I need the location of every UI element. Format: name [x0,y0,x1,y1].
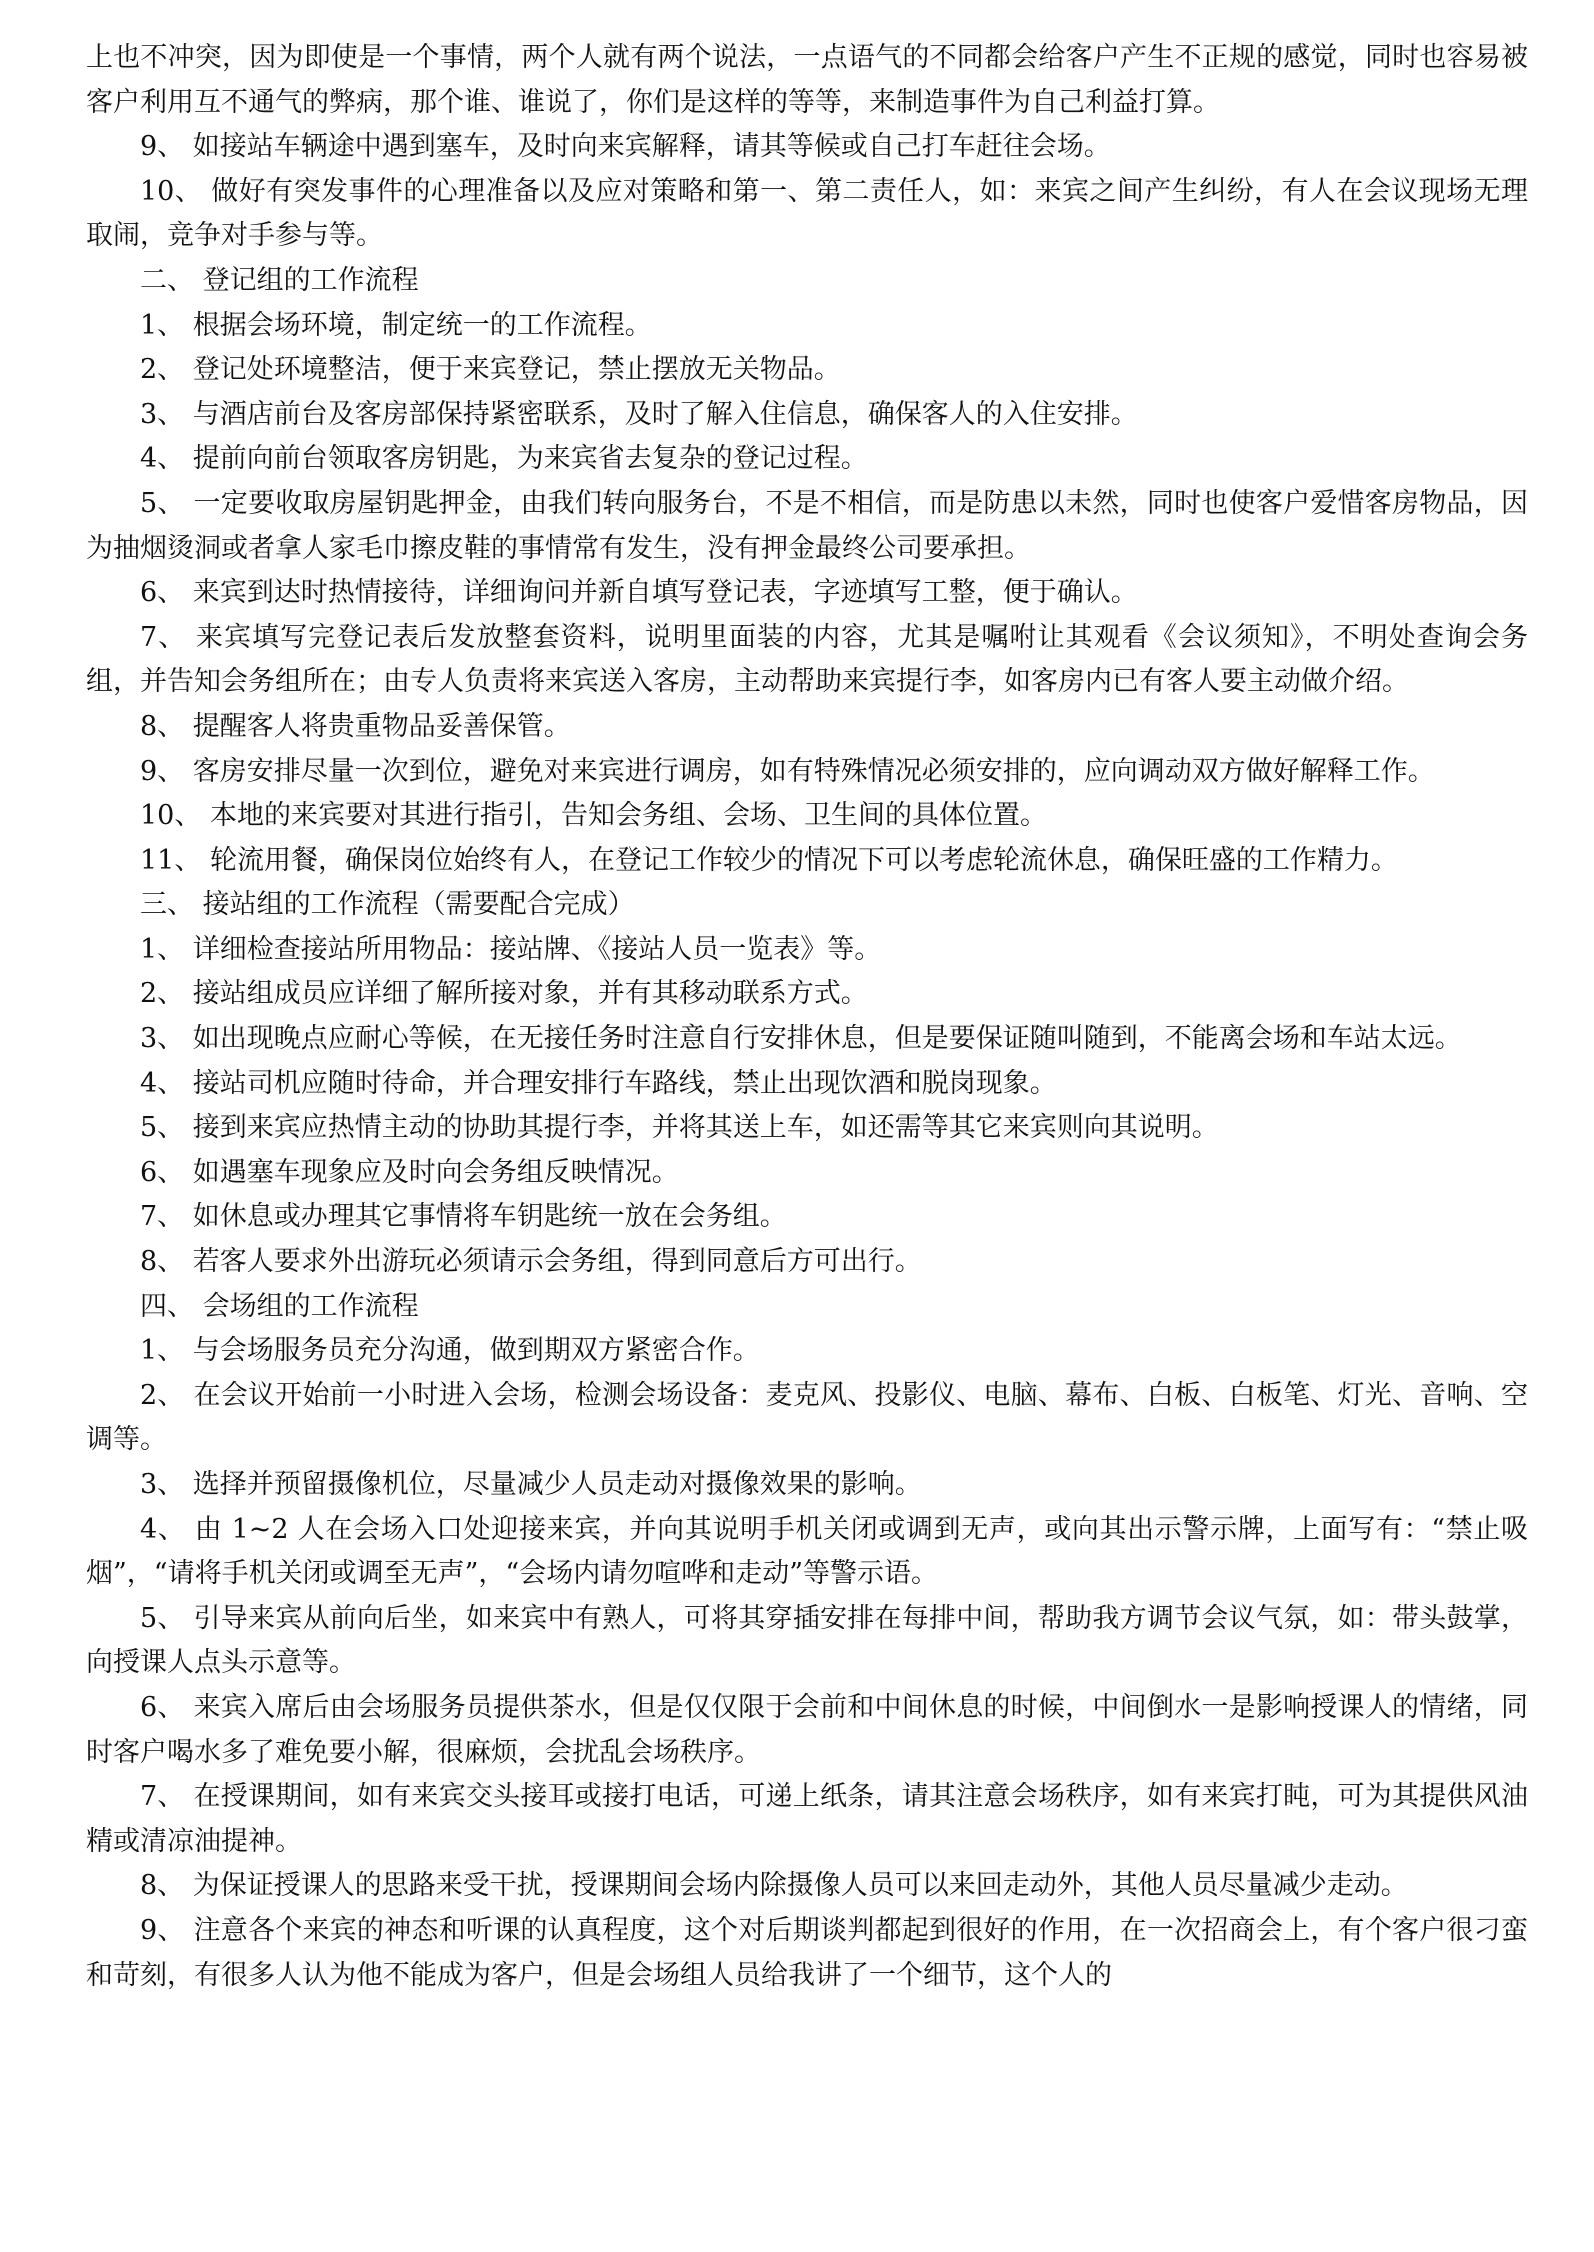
section-heading-registration: 二、 登记组的工作流程 [140,264,419,296]
item-registration-9: 9、 客房安排尽量一次到位，避免对来宾进行调房，如有特殊情况必须安排的，应向调动双方做好解释工作。 [140,755,1435,787]
item-venue-9: 9、 注意各个来宾的神态和听课的认真程度，这个对后期谈判都起到很好的作用，在一次招商会上，有个客户很刁蛮和苛刻，有很多人认为他不能成为客户，但是会场组人员给我讲了一个细节，这个人的 [86,1914,1528,1991]
item-registration-6: 6、 来宾到达时热情接待，详细询问并新自填写登记表，字迹填写工整，便于确认。 [140,577,1138,609]
item-registration-8: 8、 提醒客人将贵重物品妥善保管。 [140,710,571,742]
item-pickup-5: 5、 接到来宾应热情主动的协助其提行李，并将其送上车，如还需等其它来宾则向其说明。 [140,1112,1219,1144]
item-venue-5: 5、 引导来宾从前向后坐，如来宾中有熟人，可将其穿插安排在每排中间，帮助我方调节会议气氛，如：带头鼓掌，向授课人点头示意等。 [86,1602,1528,1679]
item-pickup-8: 8、 若客人要求外出游玩必须请示会务组，得到同意后方可出行。 [140,1246,922,1278]
item-venue-7: 7、 在授课期间，如有来宾交头接耳或接打电话，可递上纸条，请其注意会场秩序，如有来宾打盹，可为其提供风油精或清凉油提神。 [86,1781,1528,1857]
document-page [86,36,1528,1998]
item-registration-7: 7、 来宾填写完登记表后发放整套资料，说明里面装的内容，尤其是嘱咐让其观看《会议须知》，不明处查询会务组，并告知会务组所在；由专人负责将来宾送入客房，主动帮助来宾提行李，如客房内已有客人要主动做介绍。 [86,621,1528,698]
item-venue-1: 1、 与会场服务员充分沟通，做到期双方紧密合作。 [140,1335,760,1367]
item-registration-11: 11、 轮流用餐，确保岗位始终有人，在登记工作较少的情况下可以考虑轮流休息，确保旺盛的工作精力。 [140,844,1398,876]
item-venue-2: 2、 在会议开始前一小时进入会场，检测会场设备：麦克风、投影仪、电脑、幕布、白板、白板笔、灯光、音响、空调等。 [86,1379,1528,1456]
item-pickup-1: 1、 详细检查接站所用物品：接站牌、《接站人员一览表》等。 [140,933,882,965]
item-registration-2: 2、 登记处环境整洁，便于来宾登记，禁止摆放无关物品。 [140,354,841,386]
item-venue-8: 8、 为保证授课人的思路来受干扰，授课期间会场内除摄像人员可以来回走动外，其他人员尽量减少走动。 [140,1870,1408,1902]
item-pickup-2: 2、 接站组成员应详细了解所接对象，并有其移动联系方式。 [140,978,868,1010]
item-registration-3: 3、 与酒店前台及客房部保持紧密联系，及时了解入住信息，确保客人的入住安排。 [140,398,1138,430]
paragraph-continued: 上也不冲突，因为即使是一个事情，两个人就有两个说法，一点语气的不同都会给客户产生不正规的感觉，同时也容易被客户利用互不通气的弊病，那个谁、谁说了，你们是这样的等等，来制造事件为自己利益打算。 [86,42,1528,118]
item-venue-3: 3、 选择并预留摄像机位，尽量减少人员走动对摄像效果的影响。 [140,1469,922,1500]
item-pickup-3: 3、 如出现晚点应耐心等候，在无接任务时注意自行安排休息，但是要保证随叫随到，不能离会场和车站太远。 [140,1023,1462,1055]
item-pickup-4: 4、 接站司机应随时待命，并合理安排行车路线，禁止出现饮酒和脱岗现象。 [140,1067,1057,1099]
item-venue-6: 6、 来宾入席后由会场服务员提供茶水，但是仅仅限于会前和中间休息的时候，中间倒水一是影响授课人的情绪，同时客户喝水多了难免要小解，很麻烦，会扰乱会场秩序。 [86,1691,1528,1768]
item-pickup-6: 6、 如遇塞车现象应及时向会务组反映情况。 [140,1156,679,1188]
section-heading-pickup: 三、 接站组的工作流程（需要配合完成） [140,889,635,921]
item-registration-5: 5、 一定要收取房屋钥匙押金，由我们转向服务台，不是不相信，而是防患以未然，同时也使客户爱惜客房物品，因为抽烟烫洞或者拿人家毛巾擦皮鞋的事情常有发生，没有押金最终公司要承担。 [86,487,1528,564]
item-venue-4: 4、 由 1~2 人在会场入口处迎接来宾，并向其说明手机关闭或调到无声，或向其出示警示牌，上面写有：“禁止吸烟”，“请将手机关闭或调至无声”，“会场内请勿喧哗和走动”等警示语。 [86,1513,1528,1590]
item-registration-10: 10、 本地的来宾要对其进行指引，告知会务组、会场、卫生间的具体位置。 [140,800,1047,832]
section-heading-venue: 四、 会场组的工作流程 [140,1290,419,1322]
item-reception-9: 9、 如接站车辆途中遇到塞车，及时向来宾解释，请其等候或自己打车赶往会场。 [140,131,1111,163]
item-pickup-7: 7、 如休息或办理其它事情将车钥匙统一放在会务组。 [140,1201,787,1233]
item-registration-1: 1、 根据会场环境，制定统一的工作流程。 [140,309,652,341]
item-reception-10: 10、 做好有突发事件的心理准备以及应对策略和第一、第二责任人，如：来宾之间产生纠纷，有人在会议现场无理取闹，竞争对手参与等。 [86,175,1528,252]
item-registration-4: 4、 提前向前台领取客房钥匙，为来宾省去复杂的登记过程。 [140,443,868,475]
